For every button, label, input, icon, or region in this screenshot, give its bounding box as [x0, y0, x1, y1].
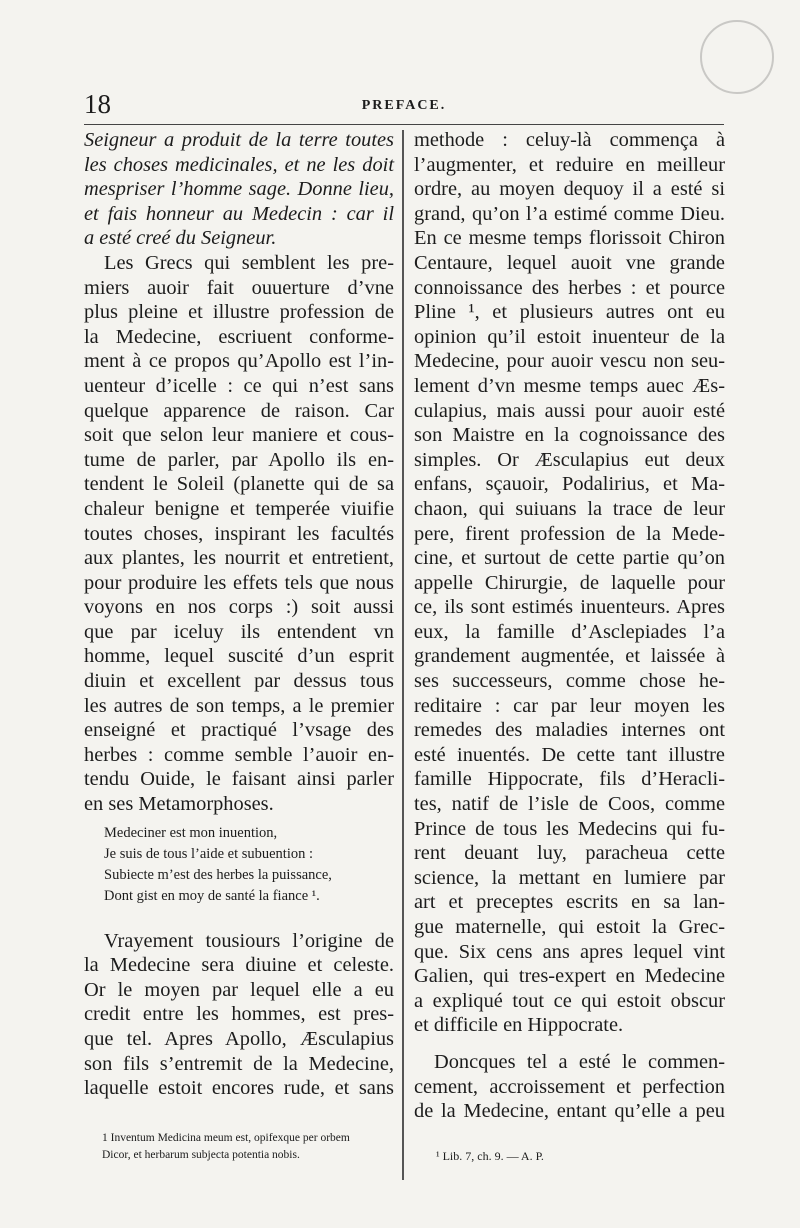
text-line: enfans, sçauoir, Podalirius, et Ma-: [414, 473, 725, 496]
text-line: a esté creé du Seigneur.: [84, 227, 277, 250]
footnote-left: [102, 1130, 392, 1164]
paragraph-origin: [84, 929, 394, 1101]
scripture-quote: [84, 128, 394, 251]
text-line: a expliqué tout ce qui estoit obscur: [414, 989, 725, 1012]
text-line: Doncques tel a esté le commen-: [434, 1050, 725, 1073]
text-line: credit entre les hommes, est pres-: [84, 1003, 394, 1026]
text-line: voyons en nos corps :) soit aussi: [84, 596, 394, 619]
text-line: tes, natif de l’isle de Coos, comme: [414, 793, 725, 816]
text-line: et difficile en Hippocrate.: [414, 1014, 624, 1037]
text-line: son fils s’entremit de la Medecine,: [84, 1052, 394, 1075]
text-line: l’augmenter, et reduire en meilleur: [414, 153, 725, 176]
text-line: son Maistre en la cognoissance des: [414, 424, 725, 447]
text-line: Galien, qui tres-expert en Medecine: [414, 965, 725, 988]
text-line: plus pleine et illustre profession de: [84, 301, 394, 324]
text-line: aux plantes, les nourrit et entretient,: [84, 547, 394, 570]
text-line: tendent le Soleil (planette qui de sa: [84, 473, 394, 496]
footnote-right: ¹ Lib. 7, ch. 9. — A. P.: [436, 1149, 544, 1163]
verse-line: Subiecte m’est des herbes la puissance,: [104, 866, 332, 883]
text-line: chaleur benigne et temperée viuifie: [84, 497, 394, 520]
text-line: toutes choses, inspirant les facultés: [84, 522, 394, 545]
text-line: Seigneur a produit de la terre toutes: [84, 129, 394, 151]
text-line: ment à ce propos qu’Apollo est l’in-: [84, 350, 394, 373]
text-line: et fais honneur au Medecin : car il: [84, 202, 394, 225]
text-line: Prince de tous les Medecins qui fu-: [414, 817, 725, 840]
text-line: simples. Or Æsculapius eut deux: [414, 448, 725, 471]
text-line: connoissance des herbes : et pource: [414, 276, 725, 299]
paragraph-conclusion: [414, 1050, 725, 1124]
text-line: diuin et excellent par dessus tous: [84, 670, 394, 693]
text-line: mespriser l’homme sage. Donne lieu,: [84, 178, 394, 201]
verse-line: Medeciner est mon inuention,: [104, 824, 278, 841]
text-line: herbes : comme semble l’auoir en-: [84, 743, 394, 766]
text-line: Vrayement tousiours l’origine de: [104, 929, 394, 952]
text-line: Centaure, lequel auoit vne grande: [414, 251, 725, 274]
running-head: PREFACE.: [361, 98, 447, 113]
text-line: les autres de son temps, a le premier: [84, 694, 394, 717]
text-line: Les Grecs qui semblent les pre-: [104, 251, 394, 274]
page-number: 18: [84, 89, 111, 119]
text-line: famille Hippocrate, fils d’Heracli-: [414, 768, 725, 791]
text-line: laquelle estoit encores rude, et sans: [84, 1077, 394, 1100]
paragraph-history: [414, 128, 725, 1038]
text-line: soit que selon leur maniere et cous-: [84, 424, 394, 447]
text-line: ce, ils sont estimés inuenteurs. Apres: [414, 596, 725, 619]
text-line: esté inuentés. De cette tant illustre: [414, 743, 725, 766]
text-line: eux, la famille d’Asclepiades l’a: [414, 620, 725, 643]
text-line: pour produire les effets tels que nous: [84, 571, 394, 594]
spacer: [414, 1038, 725, 1050]
column-divider: [402, 130, 404, 1180]
text-line: methode : celuy-là commença à: [414, 129, 725, 151]
text-line: que. Six cens ans apres lequel vint: [414, 940, 725, 963]
text-line: chaon, qui suiuans la trace de leur: [414, 497, 725, 520]
text-line: pere, firent profession de la Mede-: [414, 522, 725, 545]
page-header: [84, 88, 724, 125]
verse-line: Dont gist en moy de santé la fiance ¹.: [104, 887, 320, 904]
text-line: appelle Chirurgie, de laquelle pour: [414, 571, 725, 594]
text-line: grand, qu’on l’a estimé comme Dieu.: [414, 202, 725, 225]
text-line: culapius, mais aussi pour auoir esté: [414, 399, 725, 422]
text-line: quelque apparence de raison. Car: [84, 399, 394, 422]
text-line: que par iceluy ils entendent vn: [84, 620, 394, 643]
library-stamp: [700, 20, 774, 94]
text-line: Medecine, pour auoir vescu non seu-: [414, 350, 725, 373]
text-line: homme, lequel suscité d’un esprit: [84, 645, 394, 668]
text-line: miers auoir fait ouuerture d’vne: [84, 276, 394, 299]
text-line: cement, accroissement et perfection: [414, 1075, 725, 1098]
text-line: gue maternelle, qui estoit la Grec-: [414, 916, 725, 938]
text-line: Or le moyen par lequel elle a eu: [84, 978, 394, 1001]
spacer: [84, 907, 394, 929]
paragraph-greeks: [84, 251, 394, 817]
right-column: [414, 128, 725, 1124]
footnote-line: Dicor, et herbarum subjecta potentia nobis.: [102, 1149, 300, 1161]
text-line: de la Medecine, entant qu’elle a peu: [414, 1100, 725, 1123]
footnote-line: 1 Inventum Medicina meum est, opifexque per orbem: [102, 1132, 350, 1144]
text-line: enseigné et practiqué l’vsage des: [84, 719, 394, 742]
ovid-verse: [84, 823, 394, 907]
text-line: Pline ¹, et plusieurs autres ont eu: [414, 301, 725, 324]
text-line: que tel. Apres Apollo, Æsculapius: [84, 1028, 394, 1050]
text-line: uenteur d’icelle : ce qui n’est sans: [84, 374, 394, 397]
text-line: grandement augmentée, et laissée à: [414, 645, 725, 668]
text-line: science, la mettant en lumiere par: [414, 866, 725, 889]
text-line: ses successeurs, comme chose he-: [414, 670, 725, 693]
text-line: tume de parler, par Apollo ils en-: [84, 448, 394, 471]
text-line: cine, et surtout de cette partie qu’on: [414, 547, 725, 570]
text-line: remedes des maladies internes ont: [414, 719, 725, 742]
text-line: lement d’vn mesme temps auec Æs-: [414, 374, 725, 397]
text-line: les choses medicinales, et ne les doit: [84, 153, 394, 176]
left-column: [84, 128, 394, 1101]
text-line: la Medecine sera diuine et celeste.: [84, 954, 394, 977]
text-line: art et preceptes escrits en sa lan-: [414, 891, 725, 914]
text-line: en ses Metamorphoses.: [84, 793, 274, 816]
text-line: la Medecine, escriuent conforme-: [84, 325, 394, 348]
text-line: rent deuant luy, paracheua cette: [414, 842, 725, 865]
verse-line: Je suis de tous l’aide et subuention :: [104, 845, 314, 862]
text-line: En ce mesme temps florissoit Chiron: [414, 227, 725, 250]
text-line: ordre, au moyen dequoy il a esté si: [414, 178, 725, 201]
text-line: tendu Ouide, le faisant ainsi parler: [84, 768, 394, 791]
text-line: reditaire : car par leur moyen les: [414, 694, 725, 717]
text-line: opinion qu’il estoit inuenteur de la: [414, 325, 725, 348]
